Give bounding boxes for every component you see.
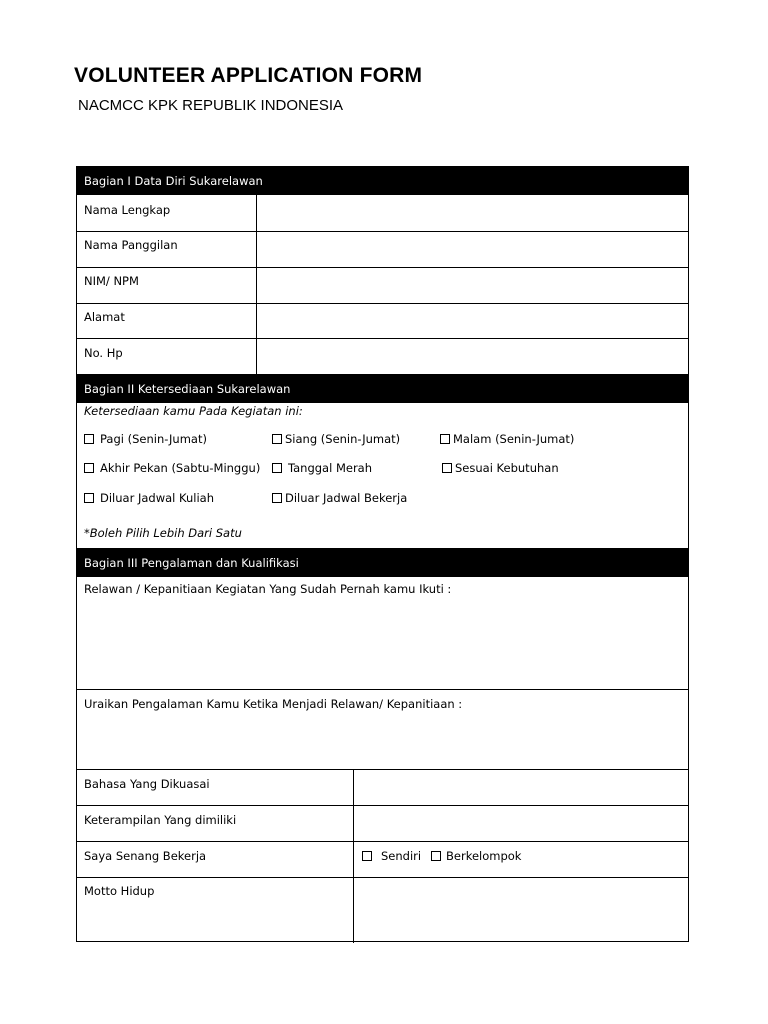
option-sendiri[interactable]	[362, 849, 421, 863]
option-siang[interactable]	[272, 432, 400, 446]
option-diluar-jadwal-kuliah[interactable]	[84, 491, 214, 505]
availability-prompt: Ketersediaan kamu Pada Kegiatan ini:	[84, 404, 303, 418]
checkbox-icon[interactable]	[442, 463, 452, 473]
checkbox-icon[interactable]	[84, 434, 94, 444]
option-pagi[interactable]	[84, 432, 207, 446]
row-divider	[77, 841, 688, 842]
field-label-keterampilan: Keterampilan Yang dimiliki	[84, 813, 237, 827]
checkbox-icon[interactable]	[272, 434, 282, 444]
form-subtitle: NACMCC KPK REPUBLIK INDONESIA	[78, 97, 344, 114]
row-divider	[77, 689, 688, 690]
question-pengalaman-label: Uraikan Pengalaman Kamu Ketika Menjadi Relawan/ Kepanitiaan :	[84, 697, 463, 711]
field-label-nama-panggilan: Nama Panggilan	[84, 238, 178, 252]
field-input-keterampilan[interactable]	[354, 806, 689, 841]
checkbox-icon[interactable]	[431, 851, 441, 861]
option-sesuai-kebutuhan[interactable]	[442, 461, 559, 475]
section1-header-label: Bagian I Data Diri Sukarelawan	[84, 174, 263, 188]
option-akhir-pekan[interactable]	[84, 461, 260, 475]
field-input-alamat[interactable]	[257, 304, 689, 339]
field-input-nama-panggilan[interactable]	[257, 232, 689, 267]
question-relawan-label: Relawan / Kepanitiaan Kegiatan Yang Sudah Pernah kamu Ikuti :	[84, 582, 452, 596]
field-label-nim-npm: NIM/ NPM	[84, 274, 139, 288]
option-label: Pagi (Senin-Jumat)	[100, 432, 207, 446]
checkbox-icon[interactable]	[362, 851, 372, 861]
section2-header	[77, 374, 688, 403]
option-label: Diluar Jadwal Bekerja	[285, 491, 408, 505]
field-label-motto-hidup: Motto Hidup	[84, 884, 155, 898]
option-diluar-jadwal-bekerja[interactable]	[272, 491, 407, 505]
field-input-nim-npm[interactable]	[257, 268, 689, 303]
field-label-bahasa: Bahasa Yang Dikuasai	[84, 777, 210, 791]
field-input-bahasa[interactable]	[354, 770, 689, 805]
option-malam[interactable]	[440, 432, 574, 446]
option-label: Tanggal Merah	[288, 461, 373, 475]
field-label-senang-bekerja: Saya Senang Bekerja	[84, 849, 207, 863]
section2-header-label: Bagian II Ketersediaan Sukarelawan	[84, 381, 291, 396]
option-label: Akhir Pekan (Sabtu-Minggu)	[100, 461, 261, 475]
question-pengalaman-input[interactable]	[77, 712, 689, 769]
field-input-motto-hidup[interactable]	[354, 878, 689, 942]
field-label-alamat: Alamat	[84, 310, 125, 324]
question-relawan-input[interactable]	[77, 597, 689, 689]
option-label: Berkelompok	[446, 849, 522, 863]
section3-header-label: Bagian III Pengalaman dan Kualifikasi	[84, 555, 299, 570]
option-label: Malam (Senin-Jumat)	[453, 432, 575, 446]
option-label: Sesuai Kebutuhan	[455, 461, 559, 475]
section1-header	[77, 167, 688, 195]
field-label-no-hp: No. Hp	[84, 346, 123, 360]
checkbox-icon[interactable]	[272, 493, 282, 503]
availability-note: *Boleh Pilih Lebih Dari Satu	[84, 526, 242, 540]
option-tanggal-merah[interactable]	[272, 461, 372, 475]
option-label: Sendiri	[381, 849, 422, 863]
checkbox-icon[interactable]	[84, 463, 94, 473]
application-form	[76, 166, 689, 942]
option-berkelompok[interactable]	[431, 849, 521, 863]
section3-header	[77, 548, 688, 577]
form-title: VOLUNTEER APPLICATION FORM	[74, 64, 423, 87]
option-label: Diluar Jadwal Kuliah	[100, 491, 214, 505]
field-input-no-hp[interactable]	[257, 339, 689, 374]
checkbox-icon[interactable]	[272, 463, 282, 473]
option-label: Siang (Senin-Jumat)	[285, 432, 401, 446]
checkbox-icon[interactable]	[84, 493, 94, 503]
field-label-nama-lengkap: Nama Lengkap	[84, 203, 171, 217]
field-input-nama-lengkap[interactable]	[257, 196, 689, 231]
checkbox-icon[interactable]	[440, 434, 450, 444]
